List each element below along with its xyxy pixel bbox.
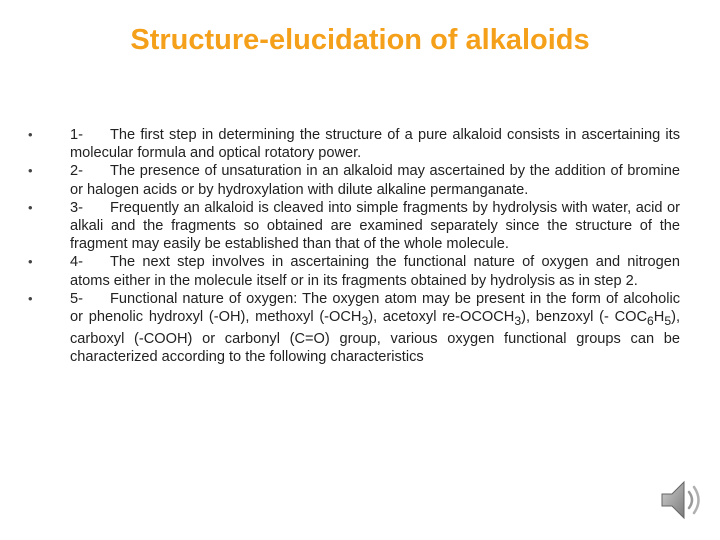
bullet-list <box>28 126 680 367</box>
subscript: 3 <box>361 313 369 328</box>
bullet-text-part: ), carboxyl (-COOH) or carbonyl (C=O) group, various oxygen functional groups can be characterized according to the following characteristics <box>70 309 681 366</box>
bullet-number: 4- <box>70 254 83 271</box>
bullet-marker: • <box>28 254 33 270</box>
speaker-icon[interactable] <box>654 472 710 528</box>
bullet-item-4 <box>28 253 680 289</box>
subscript: 5 <box>664 313 672 328</box>
bullet-item-2 <box>28 162 680 198</box>
bullet-text: The next step involves in ascertaining the functional nature of oxygen and nitrogen atoms either in the molecule itself or in its fragments obtained by hydrolysis as in step 2. <box>70 254 680 289</box>
bullet-text: Frequently an alkaloid is cleaved into simple fragments by hydrolysis with water, acid or alkali and the fragments so obtained are examined separately since the structure of the fragment may easily be established than that of the whole molecule. <box>70 199 680 253</box>
bullet-item-1 <box>28 126 680 162</box>
bullet-marker: • <box>28 199 33 215</box>
bullet-number: 2- <box>70 163 83 180</box>
bullet-text: The presence of unsaturation in an alkaloid may ascertained by the addition of bromine or halogen acids or by hydroxylation with dilute alkaline permanganate. <box>70 163 680 198</box>
bullet-item-5 <box>28 290 680 367</box>
subscript: 3 <box>514 313 522 328</box>
bullet-item-3 <box>28 199 680 254</box>
bullet-text: The first step in determining the structure of a pure alkaloid consists in ascertaining its molecular formula and optical rotatory power. <box>70 127 680 162</box>
bullet-marker: • <box>28 290 33 306</box>
bullet-marker: • <box>28 163 33 179</box>
bullet-number: 5- <box>70 290 83 307</box>
slide-title: Structure-elucidation of alkaloids <box>130 24 590 56</box>
bullet-text-part: Functional nature of oxygen: The oxygen atom may be present in the form of alcoholic or phenolic hydroxyl (-OH), methoxyl (-OCH <box>70 290 680 326</box>
bullet-text-part: H <box>653 309 665 326</box>
bullet-number: 1- <box>70 127 83 143</box>
bullet-marker: • <box>28 127 33 142</box>
bullet-text-part: ), benzoxyl (- COC <box>521 309 648 326</box>
bullet-text-part: ), acetoxyl re-OCOCH <box>368 309 515 326</box>
subscript: 6 <box>647 313 654 328</box>
bullet-number: 3- <box>70 199 83 216</box>
